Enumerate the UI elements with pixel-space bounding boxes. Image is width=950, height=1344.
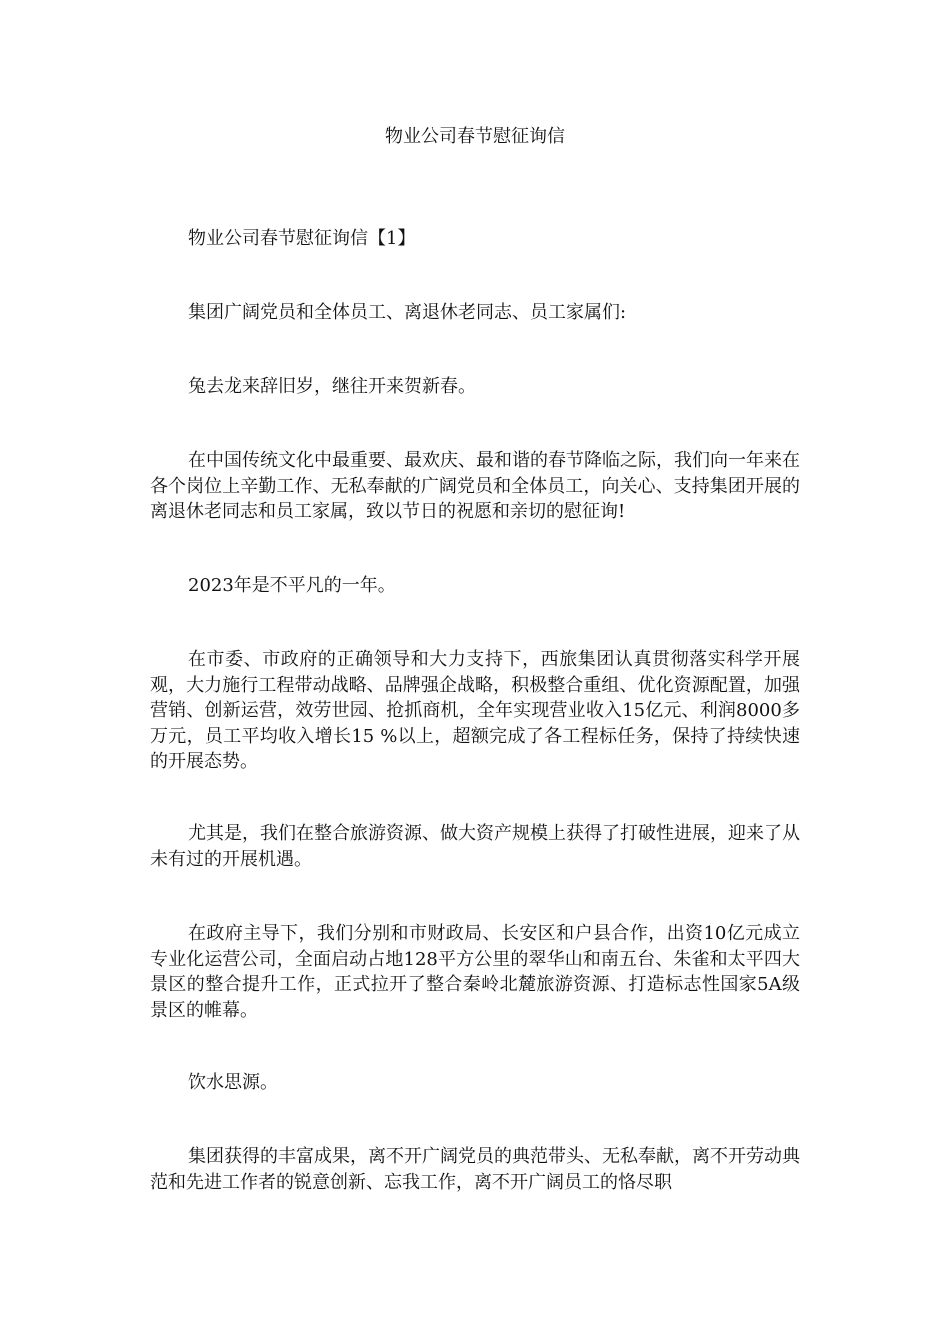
section-heading: 物业公司春节慰征询信【1】 (188, 228, 416, 249)
body-paragraph: 在市委、市政府的正确领导和大力支持下，西旅集团认真贯彻落实科学开展观，大力施行工程带动战略、品牌强企战略，积极整合重组、优化资源配置，加强营销、创新运营，效劳世园、抢抓商机，全年实现营业收入15亿元、利润8000多万元，员工平均收入增长15 %以上，超额完成了各工程标任务，保持了持续快速的开展态势。 (150, 649, 800, 772)
body-paragraph: 集团获得的丰富成果，离不开广阔党员的典范带头、无私奉献，离不开劳动典范和先进工作者的锐意创新、忘我工作，离不开广阔员工的恪尽职 (150, 1146, 800, 1193)
body-paragraph: 兔去龙来辞旧岁，继往开来贺新春。 (188, 376, 476, 397)
body-paragraph: 尤其是，我们在整合旅游资源、做大资产规模上获得了打破性进展，迎来了从未有过的开展机遇。 (150, 823, 800, 870)
body-paragraph: 在中国传统文化中最重要、最欢庆、最和谐的春节降临之际，我们向一年来在各个岗位上辛勤工作、无私奉献的广阔党员和全体员工，向关心、支持集团开展的离退休老同志和员工家属，致以节日的祝愿和亲切的慰征询! (150, 450, 800, 522)
salutation-paragraph: 集团广阔党员和全体员工、离退休老同志、员工家属们: (188, 302, 627, 323)
body-paragraph: 在政府主导下，我们分别和市财政局、长安区和户县合作，出资10亿元成立专业化运营公司，全面启动占地128平方公里的翠华山和南五台、朱雀和太平四大景区的整合提升工作，正式拉开了整合秦岭北麓旅游资源、打造标志性国家5A级景区的帷幕。 (150, 923, 800, 1021)
body-paragraph: 2023年是不平凡的一年。 (188, 575, 396, 596)
body-paragraph: 饮水思源。 (188, 1072, 278, 1093)
document-title: 物业公司春节慰征询信 (385, 126, 565, 147)
